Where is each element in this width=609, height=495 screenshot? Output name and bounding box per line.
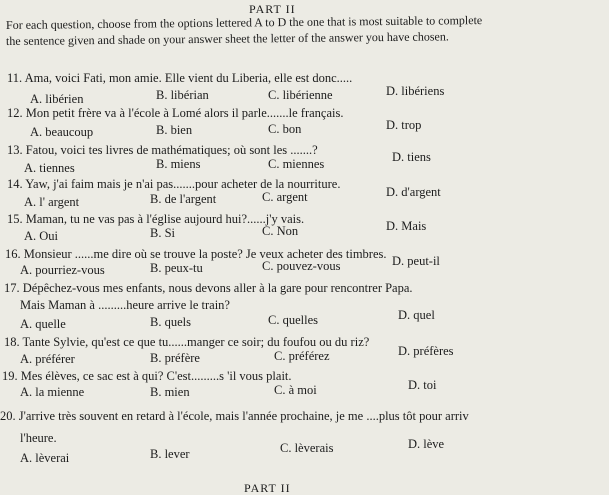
question-11-option-a: A. libérien <box>30 92 84 106</box>
question-11-option-d: D. libériens <box>386 84 445 98</box>
question-19-option-c: C. à moi <box>274 383 317 397</box>
question-12-option-b: B. bien <box>156 123 193 137</box>
question-15-option-b: B. Si <box>150 226 176 240</box>
question-14-stem: 14. Yaw, j'ai faim mais je n'ai pas.......pour acheter de la nourriture. <box>7 177 341 191</box>
question-11-stem: 11. Ama, voici Fati, mon amie. Elle vient du Liberia, elle est donc..... <box>7 71 353 85</box>
question-19-option-b: B. mien <box>150 385 190 399</box>
question-12-option-a: A. beaucoup <box>30 125 94 139</box>
question-20-option-d: D. lève <box>408 437 445 451</box>
question-17-stem-line-1: 17. Dépêchez-vous mes enfants, nous devons aller à la gare pour rencontrer Papa. <box>4 281 413 295</box>
question-15-option-c: C. Non <box>262 224 299 238</box>
question-20-stem-line-1: 20. J'arrive très souvent en retard à l'école, mais l'année prochaine, je me ....plus tôt pour arriv <box>0 409 469 423</box>
question-17-option-d: D. quel <box>398 308 435 322</box>
question-11-option-c: C. libérienne <box>268 88 333 102</box>
question-20-option-c: C. lèverais <box>280 441 334 455</box>
question-19-stem: 19. Mes élèves, ce sac est à qui? C'est.........s 'il vous plait. <box>2 369 292 383</box>
question-19-option-a: A. la mienne <box>20 385 85 399</box>
question-16-option-a: A. pourriez-vous <box>20 263 105 277</box>
question-13-option-b: B. miens <box>156 157 201 171</box>
question-18-option-b: B. préfère <box>150 351 200 365</box>
question-12-stem: 12. Mon petit frère va à l'école à Lomé alors il parle.......le français. <box>7 106 344 120</box>
question-20-option-a: A. lèverai <box>20 451 70 465</box>
question-16-option-b: B. peux-tu <box>150 261 203 275</box>
question-16-option-c: C. pouvez-vous <box>262 259 341 273</box>
question-14-option-a: A. l' argent <box>24 195 80 209</box>
question-13-stem: 13. Fatou, voici tes livres de mathématiques; où sont les .......? <box>7 143 318 157</box>
question-13-option-a: A. tiennes <box>24 161 75 175</box>
question-15-stem: 15. Maman, tu ne vas pas à l'église aujourd hui?......j'y vais. <box>7 212 305 226</box>
question-17-option-c: C. quelles <box>268 313 318 327</box>
question-20-option-b: B. lever <box>150 447 190 461</box>
footer-part-title: PART II <box>244 481 291 495</box>
question-17-option-a: A. quelle <box>20 317 66 331</box>
question-12-option-d: D. trop <box>386 118 422 132</box>
question-14-option-c: C. argent <box>262 190 308 204</box>
question-18-stem: 18. Tante Sylvie, qu'est ce que tu......manger ce soir; du foufou ou du riz? <box>4 335 370 349</box>
question-16-option-d: D. peut-il <box>392 254 440 268</box>
question-13-option-c: C. miennes <box>268 157 325 171</box>
instruction-line-1: For each question, choose from the options lettered A to D the one that is most suitable to complete <box>5 13 483 32</box>
question-19-option-d: D. toi <box>408 378 437 392</box>
question-14-option-d: D. d'argent <box>386 185 441 199</box>
question-15-option-a: A. Oui <box>24 229 59 243</box>
question-18-option-a: A. préférer <box>20 352 75 366</box>
question-17-option-b: B. quels <box>150 315 191 329</box>
question-15-option-d: D. Mais <box>386 219 427 233</box>
question-14-option-b: B. de l'argent <box>150 192 217 206</box>
question-18-option-d: D. préfères <box>398 344 454 358</box>
part-title: PART II <box>249 2 296 16</box>
question-12-option-c: C. bon <box>268 122 302 136</box>
question-20-stem-line-2: l'heure. <box>20 431 57 445</box>
question-11-option-b: B. libérian <box>156 88 209 102</box>
question-18-option-c: C. préférez <box>274 349 330 363</box>
question-17-stem-line-2: Mais Maman à .........heure arrive le train? <box>20 298 230 312</box>
instruction-line-2: the sentence given and shade on your answer sheet the letter of the answer you have chosen. <box>5 29 449 48</box>
question-16-stem: 16. Monsieur ......me dire où se trouve la poste? Je veux acheter des timbres. <box>5 247 387 261</box>
question-13-option-d: D. tiens <box>392 150 431 164</box>
